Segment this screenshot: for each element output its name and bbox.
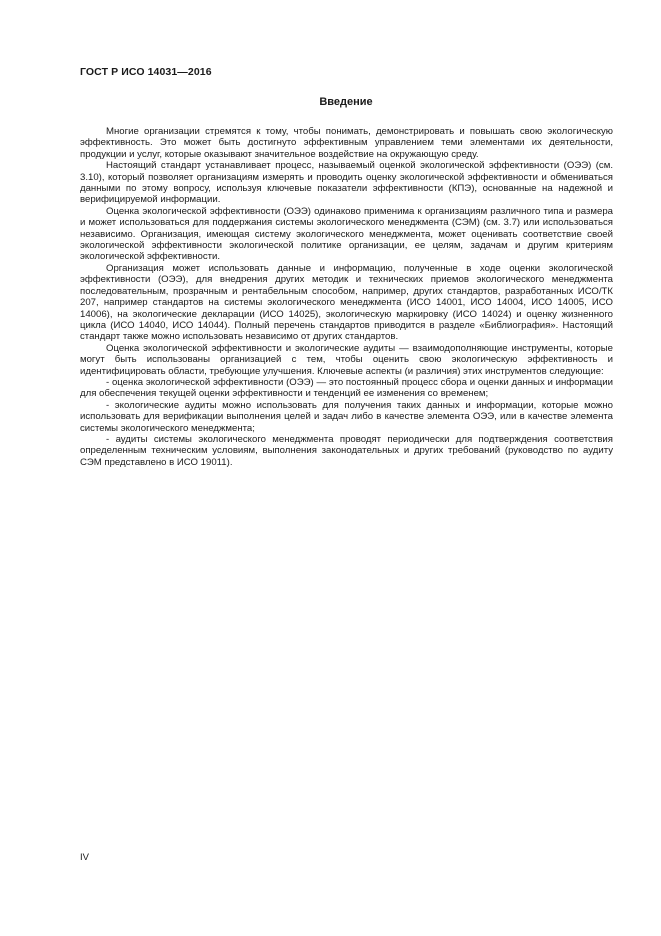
- paragraph: Оценка экологической эффективности и экологические аудиты — взаимодополняющие инструменты, которые могут быть использованы организацией с тем, чтобы оценить свою экологическую эффективность и идентифицировать области, требующие улучшения. Ключевые аспекты (и различия) этих инструментов следующие:: [80, 342, 613, 377]
- page-number: IV: [80, 852, 89, 863]
- list-item: - оценка экологической эффективности (ОЭЭ) — это постоянный процесс сбора и оценки данных и информации для обеспечения текущей оценки эффективности и тенденций ее изменения со временем;: [80, 376, 613, 400]
- list-item: - экологические аудиты можно использовать для получения таких данных и информации, которые можно использовать для верификации выполнения целей и задач либо в качестве элемента ОЭЭ, или в качестве элемента системы экологического менеджмента;: [80, 399, 613, 434]
- document-body: [80, 126, 613, 468]
- paragraph: Организация может использовать данные и информацию, полученные в ходе оценки экологической эффективности (ОЭЭ), для внедрения других методик и технических приемов экологического менеджмента последовательным, прозрачным и рентабельным способом, например, других стандартов, разработанных ИСО/ТК 207, например стандартов на системы экологического менеджмента (ИСО 14001, ИСО 14004, ИСО 14005, ИСО 14006), на экологические декларации (ИСО 14025), экологическую маркировку (ИСО 14024) и оценку жизненного цикла (ИСО 14040, ИСО 14044). Полный перечень стандартов приводится в разделе «Библиография». Настоящий стандарт также можно использовать независимо от других стандартов.: [80, 262, 613, 343]
- paragraph: Настоящий стандарт устанавливает процесс, называемый оценкой экологической эффективности (ОЭЭ) (см. 3.10), который позволяет организациям измерять и проводить оценку экологической эффективности и обмениваться данными по этому вопросу, используя ключевые показатели эффективности (КПЭ), основанные на надежной и верифицируемой информации.: [80, 160, 613, 206]
- paragraph: Оценка экологической эффективности (ОЭЭ) одинаково применима к организациям различного типа и размера и может использоваться для поддержания системы экологического менеджмента (СЭМ) (см. 3.7) или использоваться независимо. Организация, имеющая систему экологического менеджмента, может оценивать соответствие своей экологической эффективности экологической политике организации, ее целям, задачам и другим критериям экологической эффективности.: [80, 205, 613, 263]
- paragraph: Многие организации стремятся к тому, чтобы понимать, демонстрировать и повышать свою экологическую эффективность. Это может быть достигнуто эффективным управлением теми элементами их деятельности, продукции и услуг, которые оказывают значительное воздействие на окружающую среду.: [80, 126, 613, 160]
- section-title: Введение: [319, 96, 373, 108]
- list-item: - аудиты системы экологического менеджмента проводят периодически для подтверждения соответствия определенным техническим условиям, выполнения законодательных и других требований (руководство по аудиту СЭМ представлено в ИСО 19011).: [80, 433, 613, 468]
- standard-header: ГОСТ Р ИСО 14031—2016: [80, 66, 212, 78]
